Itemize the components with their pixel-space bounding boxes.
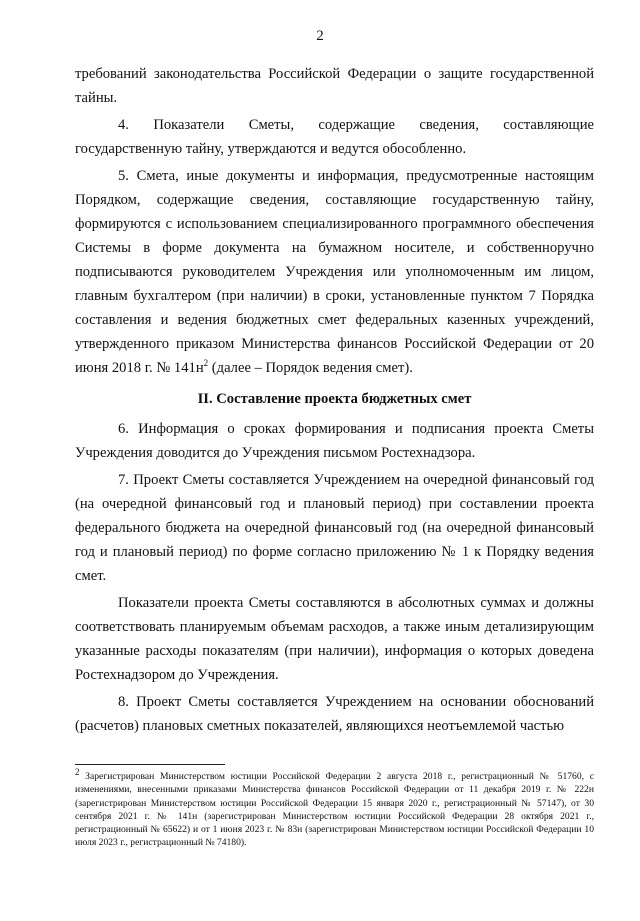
paragraph-4: 4. Показатели Сметы, содержащие сведения, составляющие государственную тайну, утверждаются и ведутся обособленно. <box>75 117 594 157</box>
paragraph-5-text: 5. Смета, иные документы и информация, предусмотренные настоящим Порядком, содержащие сведения, составляющие государственную тайну, формируются с использованием специализированного программного обеспечения Системы в форме документа на бумажном носителе, и собственноручно подписываются руководителем Учреждения или уполномоченным им лицом, главным бухгалтером (при наличии) в сроки, установленные пунктом 7 Порядка составления и ведения бюджетных смет федеральных казенных учреждений, утвержденного приказом Министерства финансов Российской Федерации от 20 июня 2018 г. № 141н <box>75 168 594 376</box>
paragraph-7: 7. Проект Сметы составляется Учреждением на очередной финансовый год (на очередной финансовый год и плановый период) при составлении проекта федерального бюджета на очередной финансовый год (на очередной финансовый год и плановый период) по форме согласно приложению № 1 к Порядку ведения смет. <box>75 472 594 584</box>
footnote <box>75 766 594 850</box>
footnote-reference: 2 <box>203 358 209 369</box>
paragraph-7-indicators: Показатели проекта Сметы составляются в абсолютных суммах и должны соответствовать планируемым объемам расходов, а также иным детализирующим указанные расходы показателям (при наличии), информация о которых доведена Ростехнадзором до Учреждения. <box>75 595 594 683</box>
footnote-text: Зарегистрирован Министерством юстиции Российской Федерации 2 августа 2018 г., регистрационный № 51760, с изменениями, внесенными приказами Министерства финансов Российской Федерации от 11 декабря 2019 г. № 222н (зарегистрирован Министерством юстиции Российской Федерации 15 января 2020 г., регистрационный № 57147), от 30 сентября 2021 г. № 141н (зарегистрирован Министерством юстиции Российской Федерации 28 октября 2021 г., регистрационный № 65622) и от 1 июня 2023 г. № 83н (зарегистрирован Министерством юстиции Российской Федерации 10 июля 2023 г., регистрационный № 74180). <box>75 771 594 849</box>
paragraph-5-tail: (далее – Порядок ведения смет). <box>208 360 413 376</box>
footnote-marker: 2 <box>75 766 80 777</box>
page-number: 2 <box>316 28 324 44</box>
paragraph-continuation: требований законодательства Российской Федерации о защите государственной тайны. <box>75 66 594 106</box>
footnote-divider <box>75 764 225 765</box>
paragraph-5 <box>75 164 594 380</box>
document-body <box>75 62 594 741</box>
paragraph-8: 8. Проект Сметы составляется Учреждением на основании обоснований (расчетов) плановых сметных показателей, являющихся неотъемлемой частью <box>75 694 594 734</box>
paragraph-6: 6. Информация о сроках формирования и подписания проекта Сметы Учреждения доводится до Учреждения письмом Ростехнадзора. <box>75 421 594 461</box>
section-heading: II. Составление проекта бюджетных смет <box>197 391 472 407</box>
